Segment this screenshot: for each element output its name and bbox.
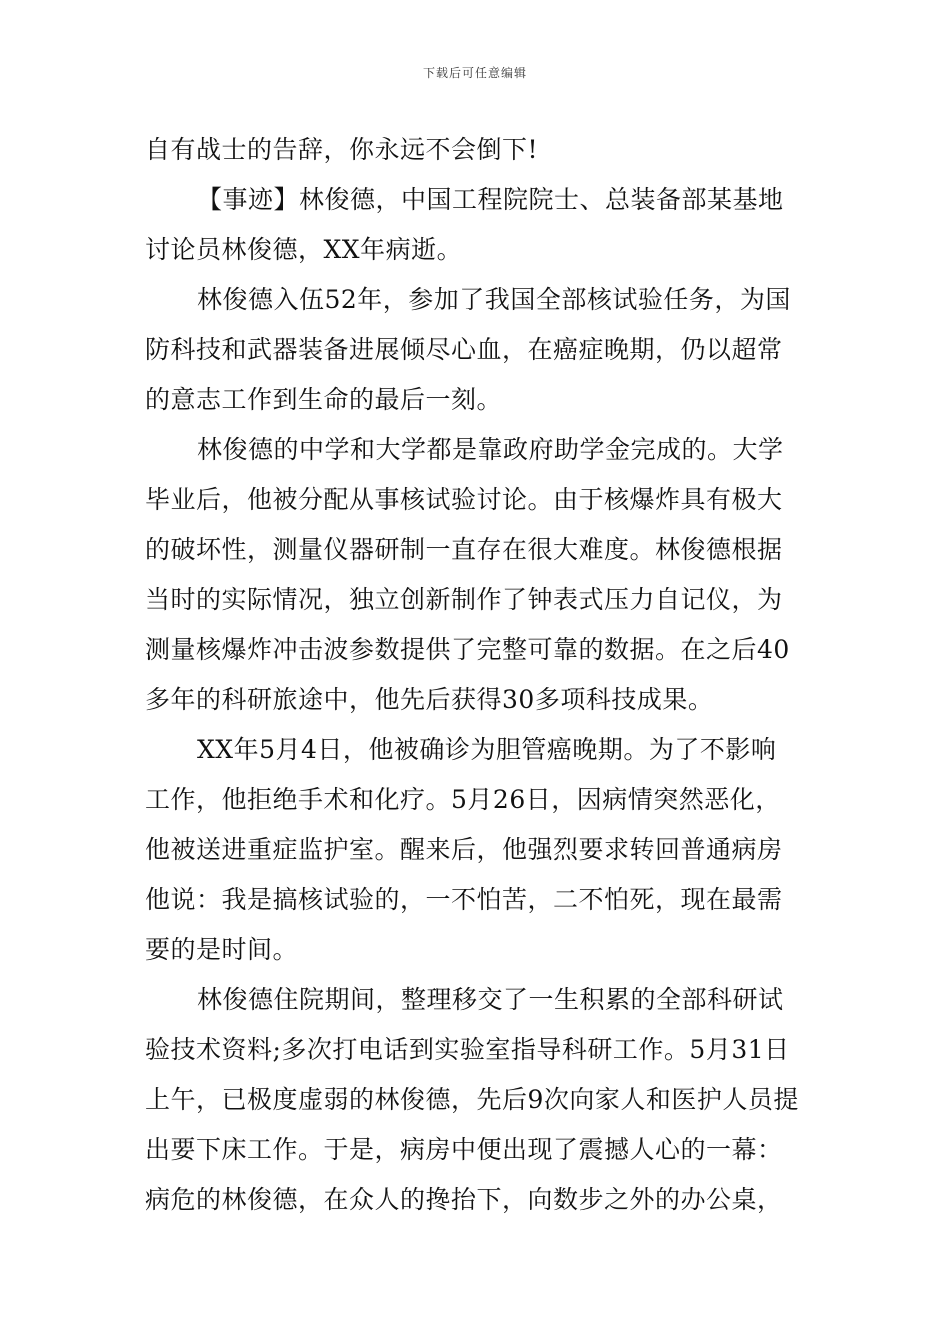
text-line-22: 病危的林俊德，在众人的搀抬下，向数步之外的办公桌，: [145, 1185, 783, 1214]
text-line-12: 多年的科研旅途中，他先后获得30多项科技成果。: [145, 685, 714, 714]
text-line-15: 他被送进重症监护室。醒来后，他强烈要求转回普通病房: [145, 835, 783, 864]
text-line-13: XX年5月4日，他被确诊为胆管癌晚期。为了不影响: [197, 735, 777, 764]
text-line-5: 防科技和武器装备进展倾尽心血，在癌症晚期，仍以超常: [145, 335, 783, 364]
text-line-8: 毕业后，他被分配从事核试验讨论。由于核爆炸具有极大: [145, 485, 783, 514]
text-line-20: 上午，已极度虚弱的林俊德，先后9次向家人和医护人员提: [145, 1085, 799, 1114]
text-line-2: 【事迹】林俊德，中国工程院院士、总装备部某基地: [197, 185, 784, 214]
text-line-16: 他说：我是搞核试验的，一不怕苦，二不怕死，现在最需: [145, 885, 783, 914]
page-header: 下载后可任意编辑: [422, 66, 527, 80]
document-body: [145, 125, 810, 1225]
text-line-17: 要的是时间。: [145, 935, 299, 964]
text-line-19: 验技术资料;多次打电话到实验室指导科研工作。5月31日: [145, 1035, 790, 1064]
text-line-11: 测量核爆炸冲击波参数提供了完整可靠的数据。在之后40: [145, 635, 790, 664]
text-line-10: 当时的实际情况，独立创新制作了钟表式压力自记仪，为: [145, 585, 783, 614]
text-line-4: 林俊德入伍52年，参加了我国全部核试验任务，为国: [197, 285, 791, 314]
text-line-9: 的破坏性，测量仪器研制一直存在很大难度。林俊德根据: [145, 535, 783, 564]
text-line-7: 林俊德的中学和大学都是靠政府助学金完成的。大学: [197, 435, 784, 464]
text-line-1: 自有战士的告辞，你永远不会倒下!: [145, 135, 539, 164]
text-line-3: 讨论员林俊德，XX年病逝。: [145, 235, 463, 264]
text-line-18: 林俊德住院期间，整理移交了一生积累的全部科研试: [197, 985, 784, 1014]
text-line-21: 出要下床工作。于是，病房中便出现了震撼人心的一幕：: [145, 1135, 783, 1164]
text-line-14: 工作，他拒绝手术和化疗。5月26日，因病情突然恶化，: [145, 785, 781, 814]
text-line-6: 的意志工作到生命的最后一刻。: [145, 385, 503, 414]
